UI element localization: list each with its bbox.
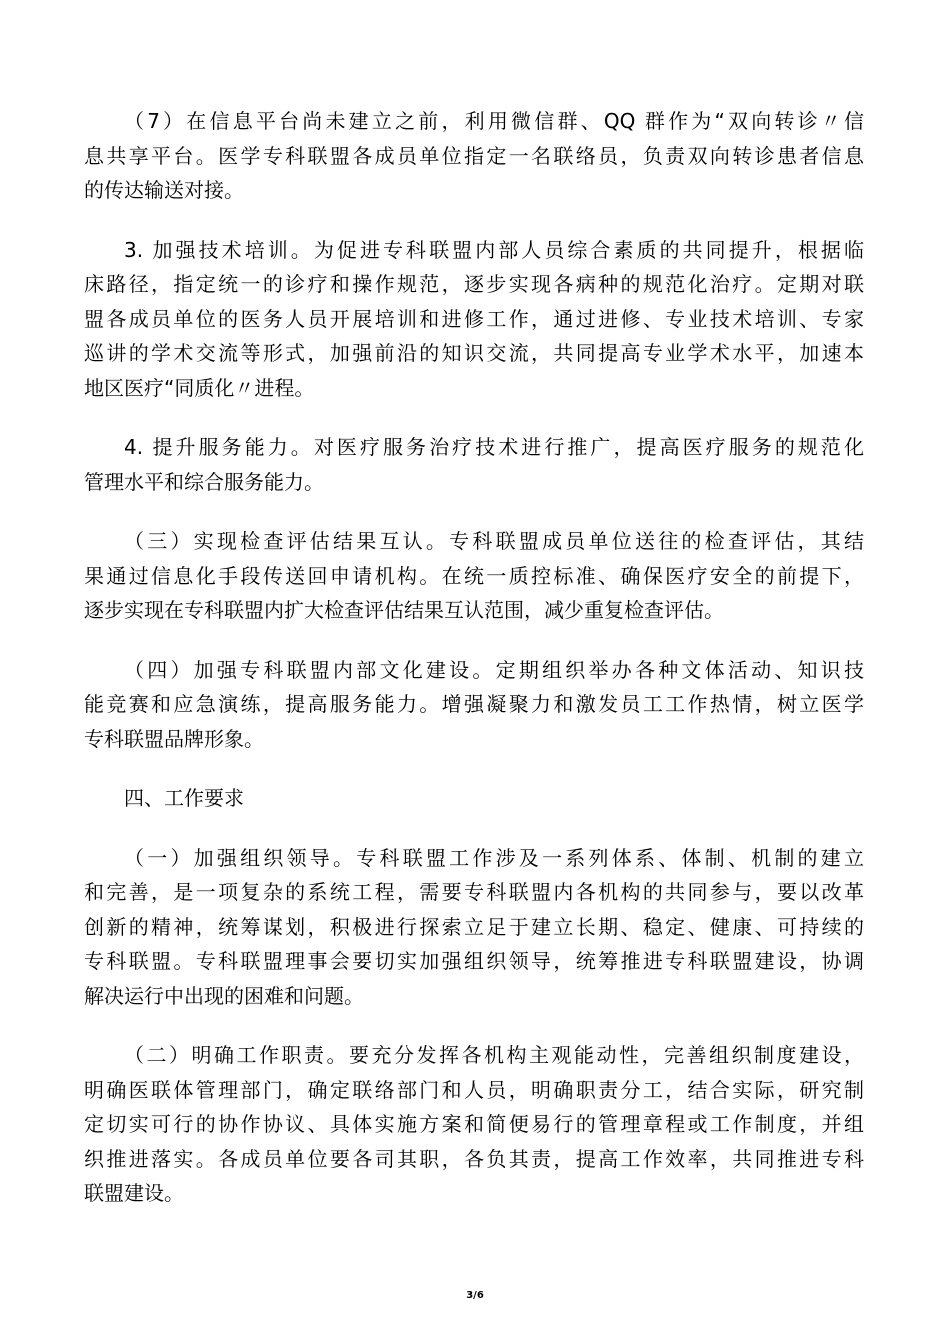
text-line: （7）在信息平台尚未建立之前，利用微信群、QQ 群作为“双向转诊〃信 bbox=[124, 109, 864, 133]
text-line: 管理水平和综合服务能力。 bbox=[84, 469, 324, 494]
text-line: 专科联盟品牌形象。 bbox=[84, 726, 264, 751]
text-line: 息共享平台。医学专科联盟各成员单位指定一名联络员，负责双向转诊患者信息 bbox=[84, 143, 864, 168]
paragraph-p-requirements-heading bbox=[84, 781, 864, 816]
text-line: 地区医疗“同质化〃进程。 bbox=[84, 375, 315, 400]
text-line: （三）实现检查评估结果互认。专科联盟成员单位送往的检查评估，其结 bbox=[124, 529, 864, 553]
text-line: 床路径，指定统一的诊疗和操作规范，逐步实现各病种的规范化治疗。定期对联 bbox=[84, 272, 864, 296]
text-line: 定切实可行的协作协议、具体实施方案和简便易行的管理章程或工作制度，并组 bbox=[84, 1112, 864, 1136]
text-line: 4. 提升服务能力。对医疗服务治疗技术进行推广，提高医疗服务的规范化 bbox=[124, 435, 864, 459]
paragraph-p-leadership bbox=[84, 841, 864, 1014]
text-line: 联盟建设。 bbox=[84, 1181, 184, 1205]
text-line: 巡讲的学术交流等形式，加强前沿的知识交流，共同提高专业学术水平，加速本 bbox=[84, 341, 864, 365]
text-line: 逐步实现在专科联盟内扩大检查评估结果互认范围，减少重复检查评估。 bbox=[84, 598, 724, 622]
paragraph-p-service bbox=[84, 430, 864, 499]
page-number: 3/6 bbox=[466, 1290, 484, 1301]
document-body bbox=[84, 104, 864, 1236]
paragraph-p-culture bbox=[84, 653, 864, 757]
paragraph-p-mutual-recognition bbox=[84, 524, 864, 628]
text-line: 织推进落实。各成员单位要各司其职，各负其责，提高工作效率，共同推进专科 bbox=[84, 1146, 864, 1171]
text-line: 3. 加强技术培训。为促进专科联盟内部人员综合素质的共同提升，根据临 bbox=[124, 237, 864, 262]
text-line: （二）明确工作职责。要充分发挥各机构主观能动性，完善组织制度建设， bbox=[124, 1043, 864, 1067]
text-line: 和完善，是一项复杂的系统工程，需要专科联盟内各机构的共同参与，要以改革 bbox=[84, 880, 864, 904]
paragraph-p-tech-training bbox=[84, 233, 864, 406]
text-line: 能竞赛和应急演练，提高服务能力。增强凝聚力和激发员工工作热情，树立医学 bbox=[84, 692, 864, 716]
text-line: 的传达输送对接。 bbox=[84, 178, 244, 202]
text-line: 创新的精神，统筹谋划，积极进行探索立足于建立长期、稳定、健康、可持续的 bbox=[84, 914, 864, 939]
paragraph-p-duties bbox=[84, 1038, 864, 1211]
text-line: （一）加强组织领导。专科联盟工作涉及一系列体系、体制、机制的建立 bbox=[124, 845, 864, 870]
text-line: 盟各成员单位的医务人员开展培训和进修工作，通过进修、专业技术培训、专家 bbox=[84, 306, 864, 331]
text-line: 专科联盟。专科联盟理事会要切实加强组织领导，统筹推进专科联盟建设，协调 bbox=[84, 949, 864, 973]
text-line: 解决运行中出现的困难和问题。 bbox=[84, 983, 364, 1008]
text-line: （四）加强专科联盟内部文化建设。定期组织举办各种文体活动、知识技 bbox=[124, 657, 864, 682]
text-line: 明确医联体管理部门，确定联络部门和人员，明确职责分工，结合实际，研究制 bbox=[84, 1077, 864, 1102]
text-line: 四、工作要求 bbox=[124, 786, 244, 810]
text-line: 果通过信息化手段传送回申请机构。在统一质控标准、确保医疗安全的前提下， bbox=[84, 563, 864, 588]
paragraph-p7 bbox=[84, 104, 864, 208]
